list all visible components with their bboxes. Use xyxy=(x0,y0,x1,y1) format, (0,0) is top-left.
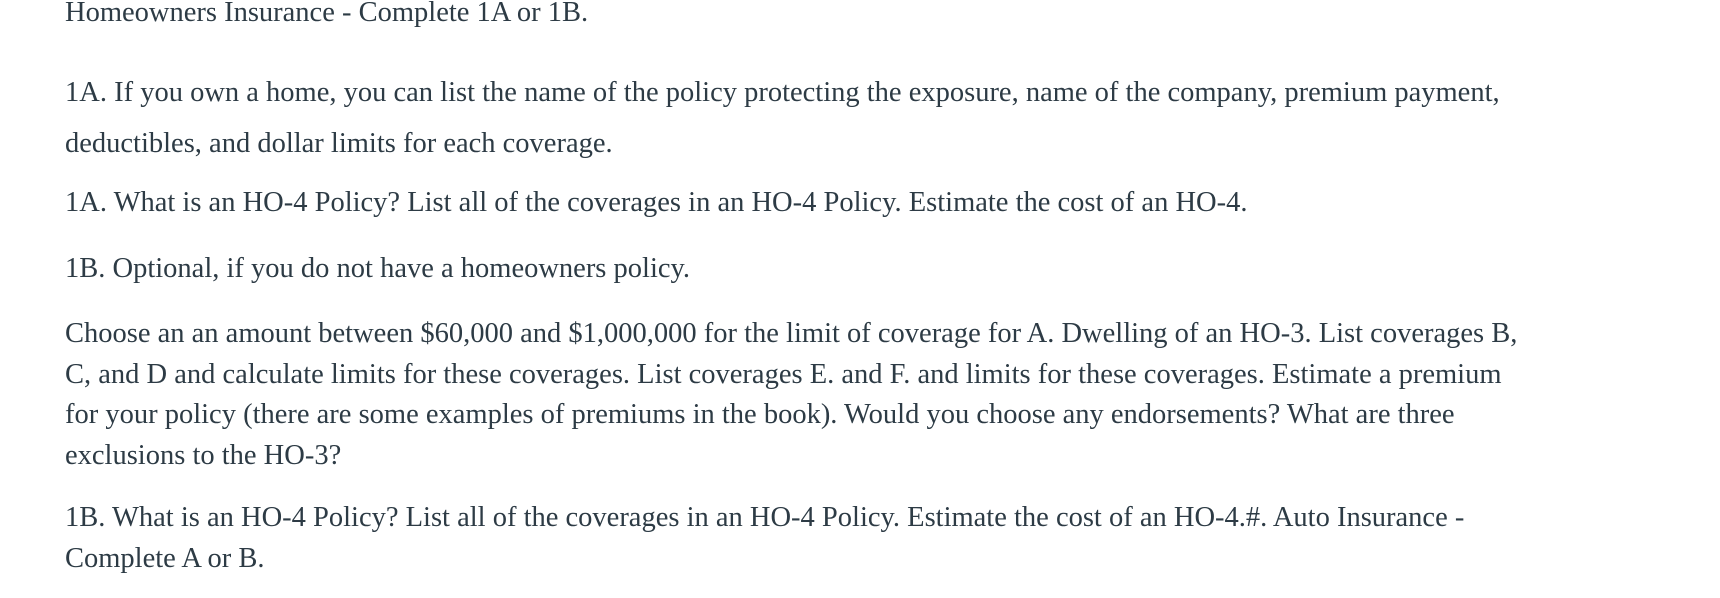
paragraph-1b-choose-line4: exclusions to the HO-3? xyxy=(65,439,342,471)
paragraph-1a-question: 1A. What is an HO-4 Policy? List all of the coverages in an HO-4 Policy. Estimate the cost of an HO-4. xyxy=(65,187,1248,218)
paragraph-1b-question xyxy=(65,498,1464,579)
paragraph-1b-question-line2: Complete A or B. xyxy=(65,542,265,574)
paragraph-1b-choose-line3: for your policy (there are some examples of premiums in the book). Would you choose any endorsements? What are three xyxy=(65,399,1455,430)
paragraph-1a-intro-line2: deductibles, and dollar limits for each coverage. xyxy=(65,128,613,159)
section-heading: Homeowners Insurance - Complete 1A or 1B. xyxy=(65,0,589,28)
paragraph-1b-choose-line1: Choose an an amount between $60,000 and $1,000,000 for the limit of coverage for A. Dwelling of an HO-3. List coverages B, xyxy=(65,318,1518,349)
paragraph-1a-intro xyxy=(65,67,1500,169)
paragraph-1a-intro-line1: 1A. If you own a home, you can list the name of the policy protecting the exposure, name of the company, premium payment, xyxy=(65,77,1500,108)
paragraph-1b-question-line1: 1B. What is an HO-4 Policy? List all of the coverages in an HO-4 Policy. Estimate the cost of an HO-4.#. Auto Insurance - xyxy=(65,502,1465,533)
paragraph-1b-choose-line2: C, and D and calculate limits for these coverages. List coverages E. and F. and limits for these coverages. Estimate a premium xyxy=(65,358,1502,390)
paragraph-1b-choose xyxy=(65,314,1517,476)
paragraph-1b-optional: 1B. Optional, if you do not have a homeowners policy. xyxy=(65,253,691,284)
